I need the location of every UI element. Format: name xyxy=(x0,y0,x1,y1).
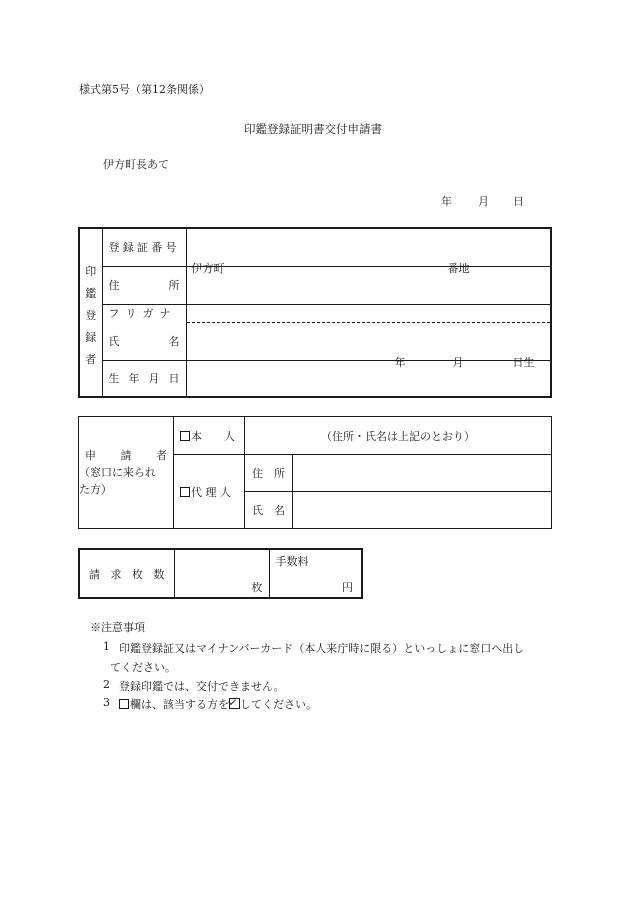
note-1-num: 1 xyxy=(103,640,110,653)
applicant-label: 申 請 者 （窓口に来られ た方） xyxy=(79,417,174,529)
birthdate-label: 生 年 月 日 xyxy=(102,360,186,397)
checkbox-icon[interactable] xyxy=(180,431,190,441)
applicant-table xyxy=(78,416,552,529)
date-year: 年 xyxy=(441,195,452,208)
address-suffix: 番地 xyxy=(447,261,470,275)
fee-field[interactable] xyxy=(269,549,362,598)
agent-address-field[interactable] xyxy=(293,455,552,492)
self-option[interactable]: 本 人 xyxy=(174,417,245,455)
birth-year: 年 xyxy=(394,355,406,369)
address-prefix: 伊方町 xyxy=(191,261,225,275)
date-day: 日 xyxy=(513,195,524,208)
note-3-text: 欄は、該当する方を してください。 xyxy=(119,696,317,712)
date-month: 月 xyxy=(478,195,489,208)
name-field[interactable] xyxy=(186,322,551,360)
registrant-table xyxy=(78,227,552,398)
count-label: 請 求 枚 数 xyxy=(79,549,174,598)
name-label: 氏 名 xyxy=(102,322,186,360)
note-1-text: 印鑑登録証又はマイナンバーカード（本人来庁時に限る）といっしょに窓口へ出し xyxy=(119,642,525,655)
registrant-section-label: 印 鑑 登 録 者 xyxy=(79,228,102,397)
addressee: 伊方町長あて xyxy=(103,158,169,171)
checked-box-icon xyxy=(229,698,240,709)
self-note: （住所・氏名は上記のとおり） xyxy=(245,417,552,455)
cert-number-field[interactable] xyxy=(186,228,551,266)
birth-month: 月 xyxy=(452,355,464,369)
note-3-num: 3 xyxy=(103,696,110,709)
fee-unit: 円 xyxy=(342,581,353,594)
birth-day: 日生 xyxy=(512,355,535,369)
furigana-field[interactable] xyxy=(186,304,551,322)
fee-label: 手数料 xyxy=(275,555,309,568)
agent-address-label: 住 所 xyxy=(245,455,293,492)
furigana-label: フ リ ガ ナ xyxy=(102,304,186,322)
cert-number-label: 登 録 証 番 号 xyxy=(102,228,186,266)
request-table xyxy=(78,548,363,599)
agent-name-label: 氏 名 xyxy=(245,492,293,529)
note-2-num: 2 xyxy=(103,678,110,691)
page-title: 印鑑登録証明書交付申請書 xyxy=(244,122,382,136)
address-field[interactable] xyxy=(186,261,551,304)
form-number: 様式第5号（第12条関係） xyxy=(79,83,210,96)
checkbox-icon xyxy=(119,699,129,709)
birthdate-field[interactable] xyxy=(186,355,551,397)
agent-option[interactable]: 代 理 人 xyxy=(174,455,245,529)
address-label: 住 所 xyxy=(102,266,186,304)
count-field[interactable] xyxy=(174,549,269,598)
count-unit: 枚 xyxy=(251,581,263,594)
agent-name-field[interactable] xyxy=(293,492,552,529)
note-1-text-cont: てください。 xyxy=(110,661,176,674)
notes-heading: ※注意事項 xyxy=(90,621,145,634)
checkbox-icon[interactable] xyxy=(180,487,190,497)
note-2-text: 登録印鑑では、交付できません。 xyxy=(119,680,285,693)
